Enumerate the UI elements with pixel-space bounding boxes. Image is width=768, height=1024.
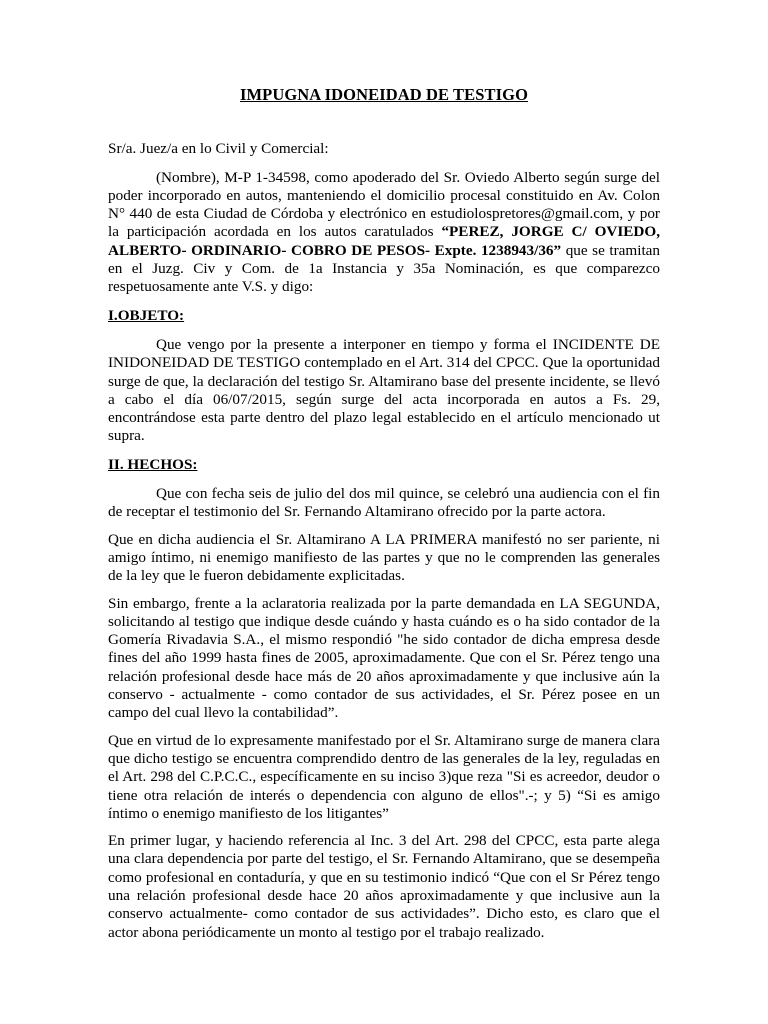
hechos-paragraph-4: Que en virtud de lo expresamente manifestado por el Sr. Altamirano surge de manera clara que dicho testigo se encuentra comprendido dentro de las generales de la ley, reguladas en el Art. 298 del C.P.C.C., específicamente en su inciso 3)que reza "Si es acreedor, deudor o tiene otra relación de interés o dependencia con alguno de ellos".-; y 5) “Si es amigo íntimo o enemigo manifiesto de los litigantes”: [108, 731, 660, 822]
hechos-paragraph-1: Que con fecha seis de julio del dos mil quince, se celebró una audiencia con el fin de receptar el testimonio del Sr. Fernando Altamirano ofrecido por la parte actora.: [108, 485, 660, 521]
section-heading-hechos: II. HECHOS:: [108, 455, 198, 473]
objeto-paragraph: Que vengo por la presente a interponer en tiempo y forma el INCIDENTE DE INIDONEIDAD DE TESTIGO contemplado en el Art. 314 del CPCC. Que la oportunidad surge de que, la declaración del testigo Sr. Altamirano base del presente incidente, se llevó a cabo el día 06/07/2015, según surge del acta incorporada en autos a Fs. 29, encontrándose esta parte dentro del plazo legal establecido en el artículo mencionado ut supra.: [108, 335, 660, 445]
section-heading-objeto: I.OBJETO:: [108, 306, 185, 324]
document-title: IMPUGNA IDONEIDAD DE TESTIGO: [239, 85, 529, 104]
hechos-paragraph-3: Sin embargo, frente a la aclaratoria realizada por la parte demandada en LA SEGUNDA, solicitando al testigo que indique desde cuándo y hasta cuándo es o ha sido contador de la Gomería Rivadavia S.A., el mismo respondió "he sido contador de dicha empresa desde fines del año 1999 hasta fines de 2005, aproximadamente. Que con el Sr. Pérez tengo una relación profesional desde hace más de 20 años aproximadamente y que inclusive aún la conservo - actualmente - como contador de sus actividades, el Sr. Pérez posee en un campo del cual llevo la contabilidad”.: [108, 594, 660, 722]
salutation: Sr/a. Juez/a en lo Civil y Comercial:: [108, 140, 329, 158]
case-title: “PEREZ, JORGE C/ OVIEDO, ALBERTO- ORDINARIO- COBRO DE PESOS- Expte. 1238943/36”: [108, 223, 660, 259]
intro-text-part1: (Nombre), M-P 1-34598, como apoderado del Sr. Oviedo Alberto según surge del poder incorporado en autos, manteniendo el domicilio procesal constituido en Av. Colon N° 440 de esta Ciudad de Córdoba y electrónico en estudiolospretores@gmail.com, y por la participación acordada en los autos caratulados: [108, 168, 660, 241]
hechos-paragraph-5: En primer lugar, y haciendo referencia al Inc. 3 del Art. 298 del CPCC, esta parte alega una clara dependencia por parte del testigo, el Sr. Fernando Altamirano, que se desempeña como profesional en contaduría, y que en su testimonio indicó “Que con el Sr Pérez tengo una relación profesional desde hace 20 años aproximadamente y que inclusive aun la conservo actualmente- como contador de sus actividades”. Dicho esto, es claro que el actor abona periódicamente un monto al testigo por el trabajo realizado.: [108, 832, 660, 941]
intro-text-part2: que se tramitan en el Juzg. Civ y Com. de 1a Instancia y 35a Nominación, es que comparezco respetuosamente ante V.S. y digo:: [108, 241, 660, 296]
intro-paragraph: [108, 169, 660, 297]
hechos-paragraph-2: Que en dicha audiencia el Sr. Altamirano A LA PRIMERA manifestó no ser pariente, ni amigo íntimo, ni enemigo manifiesto de las partes y que no le comprenden las generales de la ley que le fueron debidamente explicitadas.: [108, 530, 660, 585]
